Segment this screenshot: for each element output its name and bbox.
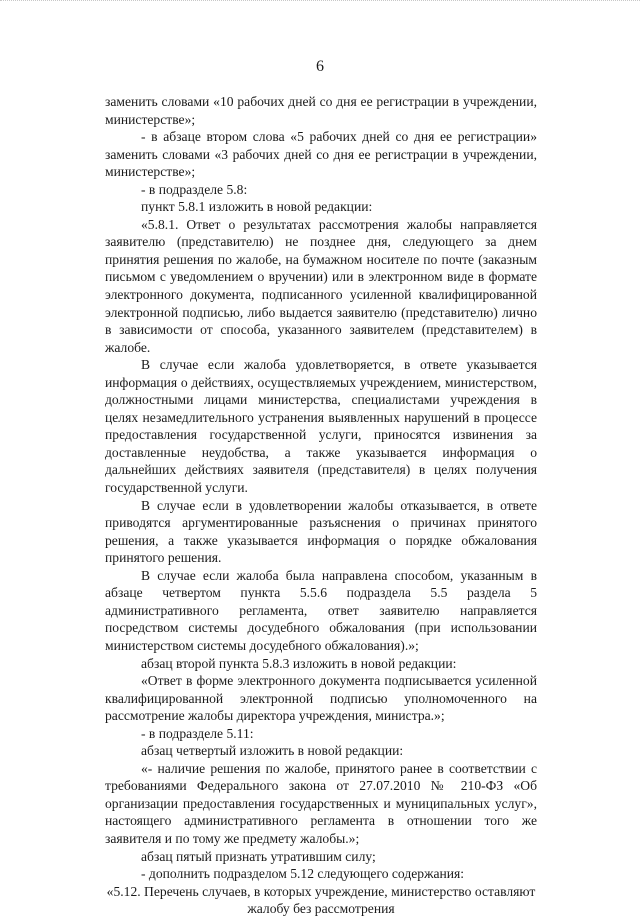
paragraph-13: «- наличие решения по жалобе, принятого ранее в соответствии с требованиями Федерального закона от 27.07.2010 № 210-ФЗ «Об организации предоставления государственных и муниципальных услуг», настоящего административного регламента в отношении того же заявителя и по тому же предмету жалобы.»; bbox=[105, 760, 537, 846]
page-number: 6 bbox=[316, 58, 324, 75]
paragraph-7: В случае если в удовлетворении жалобы отказывается, в ответе приводятся аргументированные разъяснения о причинах принятого решения, а также указывается информация о порядке обжалования принятого решения. bbox=[105, 497, 537, 566]
scan-edge bbox=[0, 0, 640, 5]
paragraph-2: - в абзаце втором слова «5 рабочих дней со дня ее регистрации» заменить словами «3 рабочих дней со дня ее регистрации в учреждении, министерстве»; bbox=[105, 129, 537, 180]
paragraph-6: В случае если жалоба удовлетворяется, в ответе указывается информация о действиях, осуществляемых учреждением, министерством, должностными лицами министерства, специалистами учреждения в целях незамедлительного устранения выявленных нарушений в процессе предоставления государственной услуги, приносятся извинения за доставленные неудобства, а также указывается информация о дальнейших действиях заявителя (представителя) в целях получения государственной услуги. bbox=[105, 357, 537, 496]
paragraph-8: В случае если жалоба была направлена способом, указанным в абзаце четвертом пункта 5.5.6 подраздела 5.5 раздела 5 административного регламента, ответ заявителю направляется посредством системы досудебного обжалования (при использовании министерством системы досудебного обжалования).»; bbox=[105, 567, 537, 653]
document-body bbox=[105, 93, 537, 918]
paragraph-14: абзац пятый признать утратившим силу; bbox=[141, 848, 376, 864]
paragraph-11: - в подразделе 5.11: bbox=[141, 725, 254, 741]
paragraph-12: абзац четвертый изложить в новой редакции: bbox=[141, 743, 404, 759]
paragraph-3: - в подразделе 5.8: bbox=[141, 181, 248, 197]
paragraph-10: «Ответ в форме электронного документа подписывается усиленной квалифицированной электронной подписью уполномоченного на рассмотрение жалобы директора учреждения, министра.»; bbox=[105, 673, 537, 724]
paragraph-5: «5.8.1. Ответ о результатах рассмотрения жалобы направляется заявителю (представителю) не позднее дня, следующего за днем принятия решения по жалобе, на бумажном носителе по почте (заказным письмом с уведомлением о вручении) или в электронном виде в формате электронного документа, подписанного усиленной квалифицированной электронной подписью, либо выдается заявителю (представителю) лично в зависимости от способа, указанного заявителем (представителем) в жалобе. bbox=[105, 216, 537, 355]
paragraph-9: абзац второй пункта 5.8.3 изложить в новой редакции: bbox=[141, 655, 457, 671]
paragraph-4: пункт 5.8.1 изложить в новой редакции: bbox=[141, 199, 373, 215]
paragraph-1: заменить словами «10 рабочих дней со дня ее регистрации в учреждении, министерстве»; bbox=[105, 94, 537, 127]
subsection-heading-5-12: «5.12. Перечень случаев, в которых учреждение, министерство оставляют жалобу без рассмотрения bbox=[106, 883, 536, 917]
paragraph-15: - дополнить подразделом 5.12 следующего содержания: bbox=[141, 866, 465, 882]
